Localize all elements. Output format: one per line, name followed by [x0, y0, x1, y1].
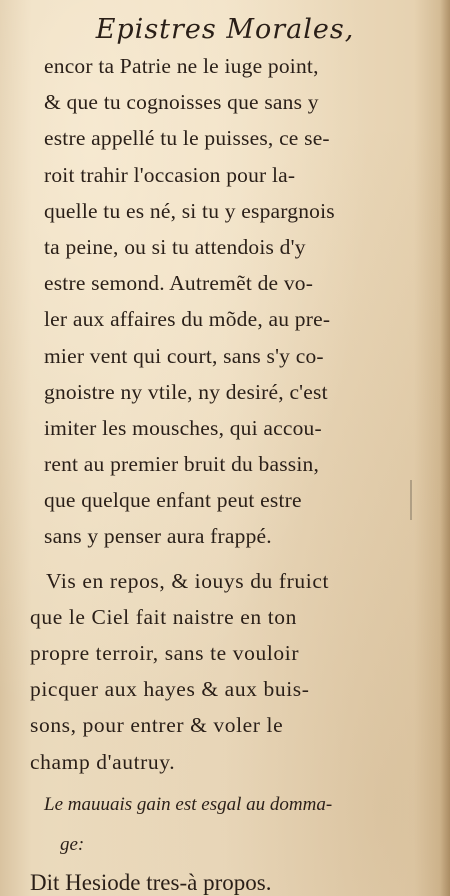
text-line: que le Ciel fait naistre en ton	[30, 604, 297, 629]
running-header: Epistres Morales,	[95, 14, 355, 45]
paragraph-2	[30, 563, 418, 780]
text-line: & que tu cognoisses que sans y	[44, 90, 319, 115]
text-line: ta peine, ou si tu attendois d'y	[44, 234, 306, 259]
text-line: ler aux affaires du mõde, au pre-	[44, 307, 331, 332]
text-line: sans y penser aura frappé.	[44, 524, 272, 549]
text-line: estre semond. Autremẽt de vo-	[44, 271, 314, 296]
quotation-line-2: ge:	[60, 833, 85, 855]
text-line: rent au premier bruit du bassin,	[44, 452, 320, 477]
text-line: mier vent qui court, sans s'y co-	[44, 343, 324, 368]
closing-line: Dit Hesiode tres-à propos.	[30, 869, 272, 895]
text-line: roit trahir l'occasion pour la-	[44, 162, 296, 187]
text-line: gnoistre ny vtile, ny desiré, c'est	[44, 379, 328, 404]
quotation-line-1: Le mauuais gain est esgal au domma-	[44, 793, 333, 815]
text-line: champ d'autruy.	[30, 749, 176, 774]
text-line: encor ta Patrie ne le iuge point,	[44, 54, 319, 78]
text-line: picquer aux hayes & aux buis-	[30, 677, 310, 702]
text-line: sons, pour entrer & voler le	[30, 713, 284, 738]
text-line: estre appellé tu le puisses, ce se-	[44, 126, 330, 151]
pencil-mark	[410, 480, 412, 520]
paragraph-1	[30, 48, 418, 555]
text-line: Vis en repos, & iouys du fruict	[46, 568, 330, 593]
text-line: imiter les mousches, qui accou-	[44, 415, 322, 440]
text-line: quelle tu es né, si tu y espargnois	[44, 198, 335, 223]
text-line: propre terroir, sans te vouloir	[30, 641, 300, 665]
page-text	[30, 48, 418, 896]
text-line: que quelque enfant peut estre	[44, 488, 302, 513]
